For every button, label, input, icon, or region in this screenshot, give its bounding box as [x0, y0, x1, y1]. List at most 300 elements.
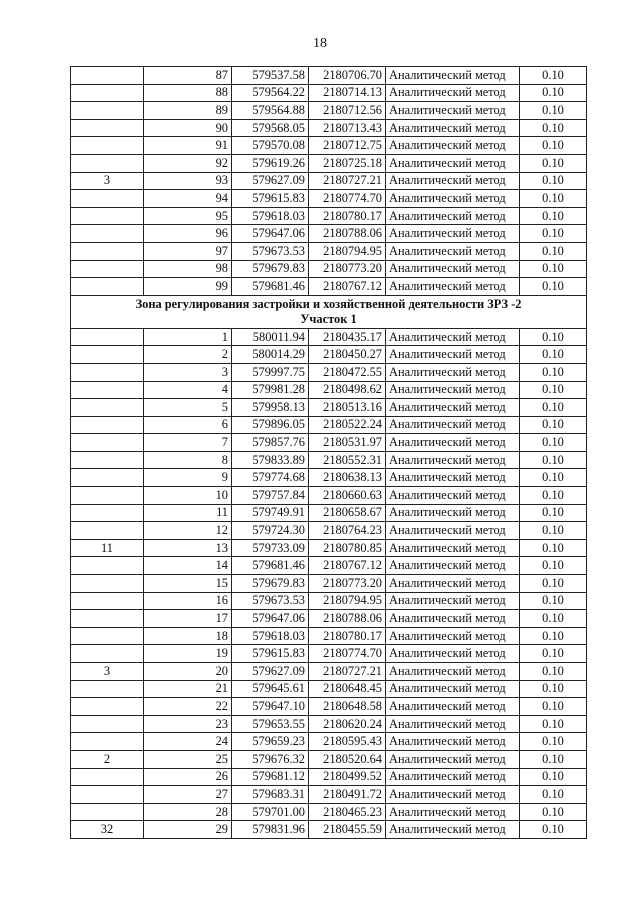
cell-point-number: 26 — [144, 768, 232, 786]
cell-y-coordinate: 2180767.12 — [309, 557, 386, 575]
cell-x-coordinate: 579647.10 — [232, 698, 309, 716]
cell-accuracy: 0.10 — [520, 260, 587, 278]
cell-y-coordinate: 2180491.72 — [309, 786, 386, 804]
cell-point-number: 10 — [144, 487, 232, 505]
cell-y-coordinate: 2180522.24 — [309, 416, 386, 434]
table-row — [71, 278, 587, 296]
cell-accuracy: 0.10 — [520, 786, 587, 804]
cell-point-number: 99 — [144, 278, 232, 296]
cell-point-number: 6 — [144, 416, 232, 434]
cell-y-coordinate: 2180435.17 — [309, 328, 386, 346]
cell-accuracy: 0.10 — [520, 242, 587, 260]
cell-point-number: 20 — [144, 663, 232, 681]
cell-point-number: 13 — [144, 539, 232, 557]
table-body-bottom — [71, 328, 587, 838]
cell-accuracy: 0.10 — [520, 363, 587, 381]
cell-object — [71, 137, 144, 155]
table-row — [71, 207, 587, 225]
cell-method: Аналитический метод — [386, 610, 520, 628]
cell-y-coordinate: 2180620.24 — [309, 715, 386, 733]
cell-x-coordinate: 579627.09 — [232, 172, 309, 190]
cell-method: Аналитический метод — [386, 645, 520, 663]
cell-point-number: 7 — [144, 434, 232, 452]
table-row — [71, 451, 587, 469]
cell-x-coordinate: 579681.46 — [232, 278, 309, 296]
cell-object: 2 — [71, 750, 144, 768]
cell-accuracy: 0.10 — [520, 381, 587, 399]
cell-object — [71, 627, 144, 645]
section-header-cell — [71, 295, 587, 328]
cell-x-coordinate: 579831.96 — [232, 821, 309, 839]
cell-point-number: 89 — [144, 102, 232, 120]
cell-object: 32 — [71, 821, 144, 839]
cell-object — [71, 102, 144, 120]
cell-object — [71, 557, 144, 575]
cell-y-coordinate: 2180780.17 — [309, 207, 386, 225]
cell-accuracy: 0.10 — [520, 399, 587, 417]
cell-point-number: 2 — [144, 346, 232, 364]
cell-point-number: 91 — [144, 137, 232, 155]
cell-accuracy: 0.10 — [520, 137, 587, 155]
table-row — [71, 363, 587, 381]
cell-point-number: 21 — [144, 680, 232, 698]
cell-x-coordinate: 579615.83 — [232, 190, 309, 208]
cell-point-number: 98 — [144, 260, 232, 278]
cell-method: Аналитический метод — [386, 328, 520, 346]
cell-object — [71, 522, 144, 540]
cell-accuracy: 0.10 — [520, 434, 587, 452]
cell-accuracy: 0.10 — [520, 539, 587, 557]
cell-x-coordinate: 579619.26 — [232, 154, 309, 172]
table-row — [71, 698, 587, 716]
table-row — [71, 663, 587, 681]
coordinates-table — [70, 66, 587, 839]
table-row — [71, 750, 587, 768]
cell-method: Аналитический метод — [386, 557, 520, 575]
cell-x-coordinate: 579564.22 — [232, 84, 309, 102]
cell-object — [71, 154, 144, 172]
cell-object — [71, 67, 144, 85]
table-row — [71, 610, 587, 628]
table-row — [71, 346, 587, 364]
cell-object — [71, 207, 144, 225]
cell-point-number: 5 — [144, 399, 232, 417]
cell-accuracy: 0.10 — [520, 715, 587, 733]
cell-y-coordinate: 2180638.13 — [309, 469, 386, 487]
cell-method: Аналитический метод — [386, 733, 520, 751]
cell-method: Аналитический метод — [386, 363, 520, 381]
cell-point-number: 12 — [144, 522, 232, 540]
cell-y-coordinate: 2180712.56 — [309, 102, 386, 120]
cell-x-coordinate: 579833.89 — [232, 451, 309, 469]
section-title: Зона регулирования застройки и хозяйственной деятельности ЗРЗ -2 — [135, 296, 522, 311]
cell-accuracy: 0.10 — [520, 557, 587, 575]
table-row — [71, 67, 587, 85]
cell-object — [71, 363, 144, 381]
cell-object — [71, 803, 144, 821]
cell-object — [71, 733, 144, 751]
cell-object — [71, 225, 144, 243]
cell-y-coordinate: 2180658.67 — [309, 504, 386, 522]
cell-x-coordinate: 579659.23 — [232, 733, 309, 751]
cell-point-number: 88 — [144, 84, 232, 102]
cell-point-number: 93 — [144, 172, 232, 190]
cell-y-coordinate: 2180780.85 — [309, 539, 386, 557]
table-row — [71, 522, 587, 540]
cell-x-coordinate: 579958.13 — [232, 399, 309, 417]
cell-point-number: 15 — [144, 575, 232, 593]
cell-method: Аналитический метод — [386, 207, 520, 225]
cell-x-coordinate: 579673.53 — [232, 242, 309, 260]
cell-point-number: 25 — [144, 750, 232, 768]
table-row — [71, 803, 587, 821]
table-row — [71, 645, 587, 663]
cell-object — [71, 504, 144, 522]
cell-point-number: 96 — [144, 225, 232, 243]
cell-point-number: 29 — [144, 821, 232, 839]
cell-object — [71, 768, 144, 786]
cell-y-coordinate: 2180450.27 — [309, 346, 386, 364]
cell-method: Аналитический метод — [386, 680, 520, 698]
cell-point-number: 95 — [144, 207, 232, 225]
cell-x-coordinate: 579997.75 — [232, 363, 309, 381]
cell-x-coordinate: 579647.06 — [232, 610, 309, 628]
table-row — [71, 242, 587, 260]
cell-x-coordinate: 579733.09 — [232, 539, 309, 557]
cell-y-coordinate: 2180712.75 — [309, 137, 386, 155]
cell-x-coordinate: 580014.29 — [232, 346, 309, 364]
cell-y-coordinate: 2180794.95 — [309, 592, 386, 610]
cell-object — [71, 645, 144, 663]
cell-method: Аналитический метод — [386, 381, 520, 399]
cell-y-coordinate: 2180472.55 — [309, 363, 386, 381]
cell-object — [71, 698, 144, 716]
cell-x-coordinate: 579679.83 — [232, 260, 309, 278]
cell-accuracy: 0.10 — [520, 67, 587, 85]
table-row — [71, 137, 587, 155]
cell-object — [71, 416, 144, 434]
cell-y-coordinate: 2180767.12 — [309, 278, 386, 296]
cell-y-coordinate: 2180498.62 — [309, 381, 386, 399]
cell-point-number: 87 — [144, 67, 232, 85]
cell-x-coordinate: 579568.05 — [232, 119, 309, 137]
cell-method: Аналитический метод — [386, 119, 520, 137]
cell-y-coordinate: 2180764.23 — [309, 522, 386, 540]
cell-x-coordinate: 579679.83 — [232, 575, 309, 593]
cell-y-coordinate: 2180774.70 — [309, 645, 386, 663]
cell-point-number: 16 — [144, 592, 232, 610]
cell-y-coordinate: 2180499.52 — [309, 768, 386, 786]
cell-method: Аналитический метод — [386, 715, 520, 733]
cell-method: Аналитический метод — [386, 190, 520, 208]
cell-object — [71, 381, 144, 399]
table-row — [71, 715, 587, 733]
cell-accuracy: 0.10 — [520, 225, 587, 243]
cell-method: Аналитический метод — [386, 698, 520, 716]
cell-accuracy: 0.10 — [520, 190, 587, 208]
cell-accuracy: 0.10 — [520, 821, 587, 839]
cell-point-number: 14 — [144, 557, 232, 575]
cell-x-coordinate: 580011.94 — [232, 328, 309, 346]
cell-accuracy: 0.10 — [520, 803, 587, 821]
cell-accuracy: 0.10 — [520, 154, 587, 172]
cell-y-coordinate: 2180773.20 — [309, 260, 386, 278]
table-row — [71, 539, 587, 557]
cell-method: Аналитический метод — [386, 592, 520, 610]
cell-method: Аналитический метод — [386, 399, 520, 417]
cell-x-coordinate: 579701.00 — [232, 803, 309, 821]
table-row — [71, 575, 587, 593]
cell-x-coordinate: 579647.06 — [232, 225, 309, 243]
table-row — [71, 786, 587, 804]
cell-accuracy: 0.10 — [520, 768, 587, 786]
cell-x-coordinate: 579673.53 — [232, 592, 309, 610]
cell-y-coordinate: 2180714.13 — [309, 84, 386, 102]
cell-y-coordinate: 2180648.58 — [309, 698, 386, 716]
cell-method: Аналитический метод — [386, 346, 520, 364]
cell-method: Аналитический метод — [386, 522, 520, 540]
cell-object — [71, 399, 144, 417]
cell-object: 3 — [71, 663, 144, 681]
cell-method: Аналитический метод — [386, 416, 520, 434]
cell-x-coordinate: 579564.88 — [232, 102, 309, 120]
table-row — [71, 260, 587, 278]
cell-x-coordinate: 579981.28 — [232, 381, 309, 399]
cell-object — [71, 487, 144, 505]
cell-x-coordinate: 579681.46 — [232, 557, 309, 575]
cell-y-coordinate: 2180465.23 — [309, 803, 386, 821]
cell-y-coordinate: 2180706.70 — [309, 67, 386, 85]
cell-method: Аналитический метод — [386, 487, 520, 505]
cell-accuracy: 0.10 — [520, 278, 587, 296]
cell-method: Аналитический метод — [386, 434, 520, 452]
cell-point-number: 94 — [144, 190, 232, 208]
cell-accuracy: 0.10 — [520, 346, 587, 364]
cell-point-number: 23 — [144, 715, 232, 733]
cell-method: Аналитический метод — [386, 663, 520, 681]
cell-method: Аналитический метод — [386, 575, 520, 593]
cell-y-coordinate: 2180780.17 — [309, 627, 386, 645]
cell-accuracy: 0.10 — [520, 84, 587, 102]
cell-accuracy: 0.10 — [520, 102, 587, 120]
cell-y-coordinate: 2180552.31 — [309, 451, 386, 469]
table-row — [71, 381, 587, 399]
cell-x-coordinate: 579537.58 — [232, 67, 309, 85]
cell-object — [71, 190, 144, 208]
cell-x-coordinate: 579681.12 — [232, 768, 309, 786]
cell-y-coordinate: 2180794.95 — [309, 242, 386, 260]
cell-x-coordinate: 579618.03 — [232, 627, 309, 645]
cell-y-coordinate: 2180520.64 — [309, 750, 386, 768]
cell-method: Аналитический метод — [386, 67, 520, 85]
cell-accuracy: 0.10 — [520, 627, 587, 645]
cell-object — [71, 346, 144, 364]
table-row — [71, 84, 587, 102]
cell-method: Аналитический метод — [386, 821, 520, 839]
cell-method: Аналитический метод — [386, 172, 520, 190]
cell-method: Аналитический метод — [386, 469, 520, 487]
cell-accuracy: 0.10 — [520, 698, 587, 716]
table-row — [71, 504, 587, 522]
cell-x-coordinate: 579724.30 — [232, 522, 309, 540]
table-row — [71, 821, 587, 839]
table-row — [71, 102, 587, 120]
cell-point-number: 18 — [144, 627, 232, 645]
cell-y-coordinate: 2180531.97 — [309, 434, 386, 452]
cell-y-coordinate: 2180788.06 — [309, 225, 386, 243]
cell-point-number: 9 — [144, 469, 232, 487]
cell-point-number: 97 — [144, 242, 232, 260]
cell-y-coordinate: 2180788.06 — [309, 610, 386, 628]
cell-y-coordinate: 2180660.63 — [309, 487, 386, 505]
cell-object — [71, 242, 144, 260]
cell-accuracy: 0.10 — [520, 487, 587, 505]
cell-y-coordinate: 2180727.21 — [309, 172, 386, 190]
table-row — [71, 416, 587, 434]
table-row — [71, 154, 587, 172]
table-row — [71, 768, 587, 786]
cell-object — [71, 715, 144, 733]
cell-point-number: 4 — [144, 381, 232, 399]
cell-x-coordinate: 579774.68 — [232, 469, 309, 487]
cell-x-coordinate: 579618.03 — [232, 207, 309, 225]
cell-object — [71, 592, 144, 610]
cell-method: Аналитический метод — [386, 84, 520, 102]
cell-x-coordinate: 579653.55 — [232, 715, 309, 733]
cell-point-number: 8 — [144, 451, 232, 469]
cell-point-number: 27 — [144, 786, 232, 804]
cell-method: Аналитический метод — [386, 768, 520, 786]
cell-object — [71, 469, 144, 487]
cell-object — [71, 680, 144, 698]
cell-x-coordinate: 579857.76 — [232, 434, 309, 452]
cell-method: Аналитический метод — [386, 137, 520, 155]
cell-accuracy: 0.10 — [520, 416, 587, 434]
cell-point-number: 28 — [144, 803, 232, 821]
table-row — [71, 733, 587, 751]
cell-object: 11 — [71, 539, 144, 557]
cell-x-coordinate: 579896.05 — [232, 416, 309, 434]
cell-method: Аналитический метод — [386, 627, 520, 645]
table-row — [71, 592, 587, 610]
table-row — [71, 225, 587, 243]
table-row — [71, 434, 587, 452]
table-row — [71, 190, 587, 208]
cell-accuracy: 0.10 — [520, 522, 587, 540]
table-row — [71, 680, 587, 698]
cell-object — [71, 575, 144, 593]
cell-accuracy: 0.10 — [520, 680, 587, 698]
cell-object — [71, 434, 144, 452]
cell-method: Аналитический метод — [386, 278, 520, 296]
cell-x-coordinate: 579615.83 — [232, 645, 309, 663]
cell-method: Аналитический метод — [386, 451, 520, 469]
cell-y-coordinate: 2180455.59 — [309, 821, 386, 839]
cell-x-coordinate: 579570.08 — [232, 137, 309, 155]
cell-method: Аналитический метод — [386, 154, 520, 172]
cell-accuracy: 0.10 — [520, 592, 587, 610]
cell-accuracy: 0.10 — [520, 610, 587, 628]
cell-x-coordinate: 579683.31 — [232, 786, 309, 804]
cell-point-number: 22 — [144, 698, 232, 716]
cell-y-coordinate: 2180513.16 — [309, 399, 386, 417]
cell-y-coordinate: 2180725.18 — [309, 154, 386, 172]
cell-accuracy: 0.10 — [520, 733, 587, 751]
cell-point-number: 90 — [144, 119, 232, 137]
cell-y-coordinate: 2180773.20 — [309, 575, 386, 593]
cell-object — [71, 260, 144, 278]
cell-method: Аналитический метод — [386, 242, 520, 260]
cell-object — [71, 278, 144, 296]
cell-y-coordinate: 2180727.21 — [309, 663, 386, 681]
cell-method: Аналитический метод — [386, 504, 520, 522]
cell-method: Аналитический метод — [386, 539, 520, 557]
table-row — [71, 557, 587, 575]
cell-method: Аналитический метод — [386, 750, 520, 768]
cell-method: Аналитический метод — [386, 225, 520, 243]
cell-point-number: 3 — [144, 363, 232, 381]
cell-accuracy: 0.10 — [520, 328, 587, 346]
table-row — [71, 469, 587, 487]
cell-object: 3 — [71, 172, 144, 190]
cell-accuracy: 0.10 — [520, 645, 587, 663]
section-subtitle: Участок 1 — [300, 311, 357, 326]
cell-object — [71, 610, 144, 628]
cell-point-number: 1 — [144, 328, 232, 346]
table-row — [71, 119, 587, 137]
cell-object — [71, 451, 144, 469]
table-row — [71, 627, 587, 645]
cell-x-coordinate: 579676.32 — [232, 750, 309, 768]
cell-y-coordinate: 2180595.43 — [309, 733, 386, 751]
section-header-row — [71, 295, 587, 328]
cell-object — [71, 786, 144, 804]
cell-object — [71, 84, 144, 102]
cell-method: Аналитический метод — [386, 260, 520, 278]
cell-y-coordinate: 2180648.45 — [309, 680, 386, 698]
cell-accuracy: 0.10 — [520, 750, 587, 768]
cell-x-coordinate: 579645.61 — [232, 680, 309, 698]
cell-method: Аналитический метод — [386, 803, 520, 821]
cell-point-number: 17 — [144, 610, 232, 628]
cell-object — [71, 119, 144, 137]
cell-point-number: 19 — [144, 645, 232, 663]
cell-accuracy: 0.10 — [520, 119, 587, 137]
cell-accuracy: 0.10 — [520, 575, 587, 593]
cell-point-number: 92 — [144, 154, 232, 172]
cell-y-coordinate: 2180774.70 — [309, 190, 386, 208]
table-body-top — [71, 67, 587, 296]
cell-method: Аналитический метод — [386, 102, 520, 120]
table-row — [71, 172, 587, 190]
cell-x-coordinate: 579627.09 — [232, 663, 309, 681]
cell-x-coordinate: 579749.91 — [232, 504, 309, 522]
cell-method: Аналитический метод — [386, 786, 520, 804]
cell-accuracy: 0.10 — [520, 469, 587, 487]
cell-accuracy: 0.10 — [520, 172, 587, 190]
cell-y-coordinate: 2180713.43 — [309, 119, 386, 137]
cell-accuracy: 0.10 — [520, 207, 587, 225]
table-row — [71, 487, 587, 505]
cell-point-number: 11 — [144, 504, 232, 522]
cell-accuracy: 0.10 — [520, 504, 587, 522]
cell-accuracy: 0.10 — [520, 663, 587, 681]
cell-x-coordinate: 579757.84 — [232, 487, 309, 505]
cell-object — [71, 328, 144, 346]
table-section — [71, 295, 587, 328]
cell-accuracy: 0.10 — [520, 451, 587, 469]
cell-point-number: 24 — [144, 733, 232, 751]
